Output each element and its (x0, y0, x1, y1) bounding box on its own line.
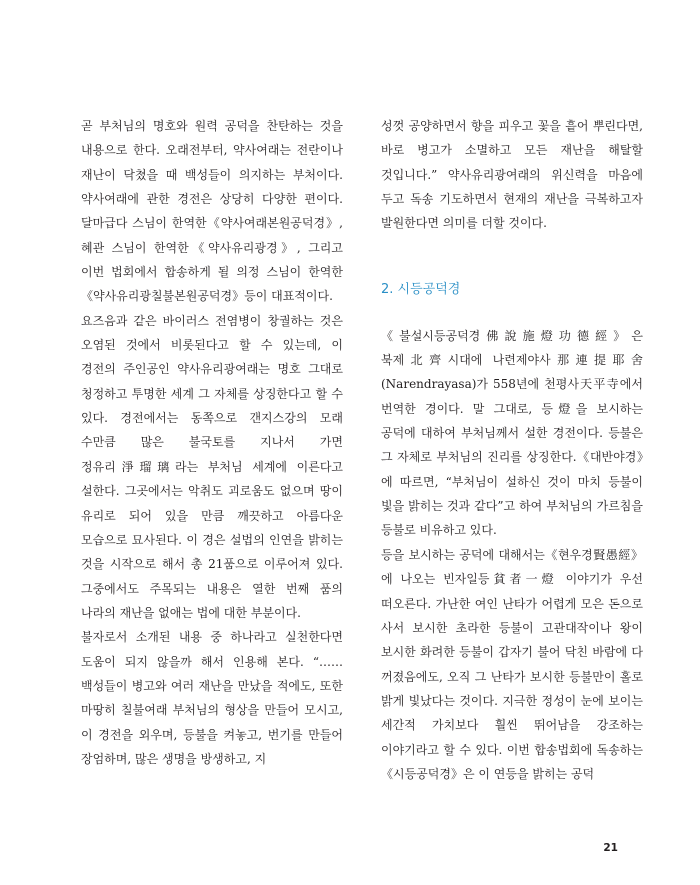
body-paragraph: 요즈음과 같은 바이러스 전염병이 창궐하는 것은 오염된 것에서 비롯된다고 할 수 있는데, 이 경전의 주인공인 약사유리광여래는 명호 그대로 청정하고 투명한 세계 그 자체를 상징한다고 할 수 있다. 경전에서는 동쪽으로 갠지스강의 모래 수만큼 많은 불국토를 지나서 가면 정유리淨瑠璃라는 부처님 세계에 이른다고 설한다. 그곳에서는 악취도 괴로움도 없으며 땅이 유리로 되어 있을 만큼 깨끗하고 아름다운 모습으로 묘사된다. 이 경은 설법의 인연을 밝히는 것을 시작으로 해서 총 21품으로 이루어져 있다. 그중에서도 주목되는 내용은 열한 번째 품의 나라의 재난을 없애는 법에 대한 부분이다. (81, 313, 343, 620)
section-heading: 2. 시등공덕경 (381, 281, 461, 297)
left-column (81, 114, 343, 771)
body-paragraph: 곧 부처님의 명호와 원력 공덕을 찬탄하는 것을 내용으로 한다. 오래전부터, 약사여래는 전란이나 재난이 닥쳤을 때 백성들이 의지하는 부처이다. 약사여래에 관한 경전은 상당히 다양한 편이다. 달마급다 스님이 한역한《약사여래본원공덕경》, 혜관 스님이 한역한《약사유리광경》, 그리고 이번 법회에서 합송하게 될 의정 스님이 한역한《약사유리광칠불본원공덕경》등이 대표적이다. (81, 119, 343, 304)
body-paragraph: 불자로서 소개된 내용 중 하나라고 실천한다면 도움이 되지 않을까 해서 인용해 본다. “……백성들이 병고와 여러 재난을 만났을 적에도, 또한 마땅히 칠불여래 부처님의 형상을 만들어 모시고, 이 경전을 외우며, 등불을 켜놓고, 번기를 만들어 장엄하며, 많은 생명을 방생하고, 지 (81, 630, 343, 766)
right-column (381, 114, 643, 786)
body-paragraph: 등을 보시하는 공덕에 대해서는《현우경賢愚經》에 나오는 빈자일등貧者一燈 이야기가 우선 떠오른다. 가난한 여인 난타가 어렵게 모은 돈으로 사서 보시한 초라한 등불이 고관대작이나 왕이 보시한 화려한 등불이 갑자기 불어 닥친 바람에 다 꺼졌음에도, 오직 그 난타가 보시한 등불만이 홀로 밝게 빛났다는 것이다. 지극한 정성이 눈에 보이는 세간적 가치보다 훨씬 뛰어남을 강조하는 이야기라고 할 수 있다. 이번 합송법회에 독송하는《시등공덕경》은 이 연등을 밝히는 공덕 (381, 547, 643, 781)
body-paragraph: 《불설시등공덕경佛說施燈功德經》은 북제北齊시대에 나련제야사那連提耶舍(Narendrayasa)가 558년에 천평사天平寺에서 번역한 경이다. 말 그대로, 등燈을 보시하는 공덕에 대하여 부처님께서 설한 경전이다. 등불은 그 자체로 부처님의 진리를 상징한다.《대반야경》에 따르면, “부처님이 설하신 것이 마치 등불이 빛을 밝히는 것과 같다”고 하여 부처님의 가르침을 등불로 비유하고 있다. (381, 328, 643, 538)
body-paragraph: 성껏 공양하면서 향을 피우고 꽃을 흩어 뿌린다면, 바로 병고가 소멸하고 모든 재난을 해탈할 것입니다.” 약사유리광여래의 위신력을 마음에 두고 독송 기도하면서 현재의 재난을 극복하고자 발원한다면 의미를 더할 것이다. (381, 119, 643, 231)
page-number: 21 (603, 842, 618, 854)
